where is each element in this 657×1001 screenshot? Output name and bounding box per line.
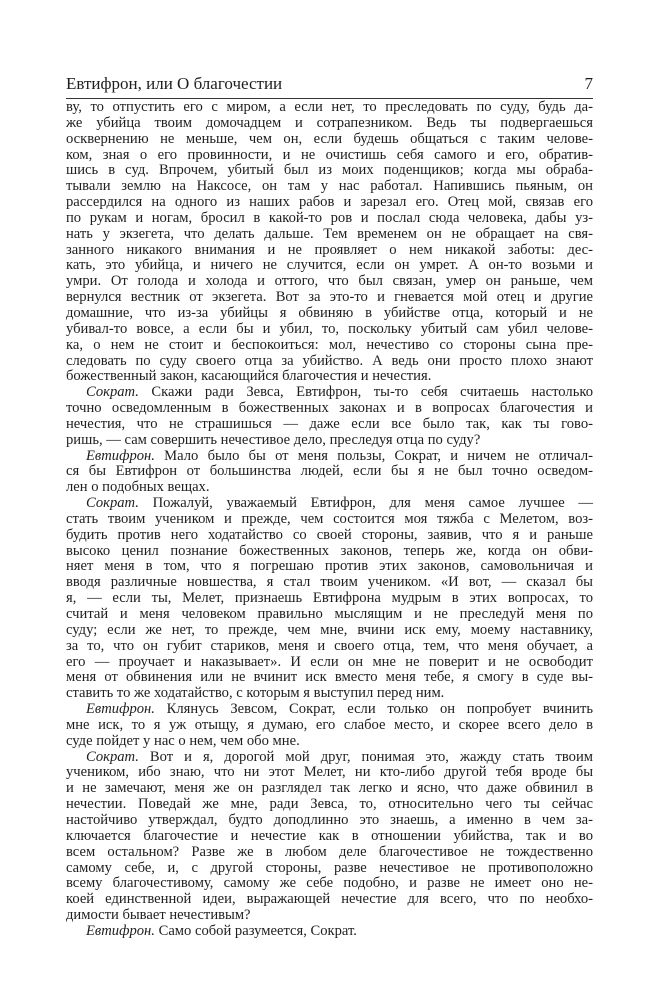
text-line (66, 449, 593, 465)
line-text: за то, что он губит стариков, меня и своего отца, тем, что меня обучает, а (66, 637, 593, 654)
text-line (66, 591, 593, 607)
line-text: няет меня в том, что я погрешаю против этих законов, самовольничая и (66, 558, 593, 575)
text-line (66, 148, 593, 164)
text-line (66, 750, 593, 766)
line-text: ся бы Евтифрон от большинства людей, если бы я не был точно осведом- (66, 463, 593, 480)
speaker-name: Евтифрон. (86, 701, 155, 718)
line-text: Клянусь Зевсом, Сократ, если только он попробует вчинить (154, 701, 593, 718)
line-text: самому себе, и, с другой стороны, разве нечестивое не противоположно (66, 859, 593, 876)
text-line (66, 765, 593, 781)
text-line (66, 607, 593, 623)
text-line (66, 100, 593, 116)
text-line (66, 132, 593, 148)
text-line (66, 829, 593, 845)
text-line (66, 845, 593, 861)
text-line (66, 702, 593, 718)
dialogue-paragraph (66, 702, 593, 750)
text-line (66, 401, 593, 417)
line-text: Само собой разумеется, Сократ. (154, 922, 357, 939)
line-text: мне иск, то я уж отыщу, я думаю, его слабое место, и скорее всего дело в (66, 716, 593, 733)
line-text: считай и меня человеком правильно мыслящим и не преследуй меня по (66, 606, 593, 622)
line-text: будить против него ходатайство со своей стороны, заявив, что я и раньше (66, 526, 593, 543)
line-text: Скажи ради Зевса, Евтифрон, ты-то себя считаешь настолько (138, 384, 593, 401)
text-line (66, 655, 593, 671)
text-line (66, 623, 593, 639)
text-line (66, 908, 593, 924)
text-line (66, 369, 593, 385)
body-text (66, 100, 593, 940)
line-text: точно осведомленным в божественных законах и в вопросах благочестия и (66, 400, 593, 417)
text-line (66, 892, 593, 908)
text-line (66, 433, 593, 449)
text-line (66, 734, 593, 750)
line-text: вернулся вестник от экзегета. Вот за это-то и гневается мой отец и другие (66, 289, 593, 306)
text-line (66, 528, 593, 544)
line-text: домашние, что из-за убийцы я обвиняю в убийстве отца, который и не (66, 304, 593, 321)
text-line (66, 306, 593, 322)
speaker-name: Сократ. (86, 384, 139, 401)
line-text: умри. От голода и холода и оттого, что был связан, умер он раньше, чем (66, 273, 593, 290)
line-text: нечестия, что не страшишься — даже если все было так, как ты гово- (66, 415, 593, 432)
line-text: Мало было бы от меня пользы, Сократ, и ничем не отличал- (154, 447, 593, 464)
line-text: тывали землю на Наксосе, он там у нас работал. Напившись пьяным, он (66, 178, 593, 195)
text-line (66, 544, 593, 560)
line-text: всем остальном? Разве же в любом деле благочестивое не тождественно (66, 843, 593, 860)
line-text: коей единственной идеи, выражающей нечестие для всего, что по необхо- (66, 891, 593, 908)
line-text: ву, то отпустить его с миром, а если нет, то преследовать по суду, будь да- (66, 99, 593, 115)
line-text: суду; если же нет, то прежде, чем мне, вчини иск ему, моему наставнику, (66, 621, 593, 638)
text-line (66, 496, 593, 512)
dialogue-paragraph (66, 750, 593, 924)
text-line (66, 417, 593, 433)
text-line (66, 559, 593, 575)
line-text: по рукам и ногам, бросил в какой-то ров и послал сюда человека, дабы уз- (66, 209, 593, 226)
page-number: 7 (584, 74, 593, 93)
line-text: нечестии. Поведай же мне, ради Зевса, то, относительно чего ты сейчас (66, 796, 593, 813)
text-line (66, 718, 593, 734)
line-text: ришь, — сам совершить нечестивое дело, преследуя отца по суду? (66, 431, 481, 448)
text-line (66, 385, 593, 401)
text-line (66, 258, 593, 274)
line-text: ставить то же ходатайство, с которым я выступил перед ним. (66, 685, 445, 702)
text-line (66, 195, 593, 211)
text-line (66, 464, 593, 480)
text-line (66, 116, 593, 132)
text-line (66, 813, 593, 829)
dialogue-paragraph (66, 385, 593, 448)
text-line (66, 480, 593, 496)
dialogue-paragraph (66, 496, 593, 702)
line-text: учеником, ибо знаю, что ни этот Мелет, ни кто-либо другой тебя вроде бы (66, 764, 593, 781)
text-line (66, 338, 593, 354)
line-text: стать твоим учеником и прежде, чем состоится моя тяжба с Мелетом, воз- (66, 510, 593, 527)
text-line (66, 670, 593, 686)
line-text: я, — если ты, Мелет, признаешь Евтифрона мудрым в этих вопросах, то (66, 590, 593, 607)
text-line (66, 274, 593, 290)
line-text: шись в суд. Впрочем, убитый был из моих поденщиков; когда мы обраба- (66, 162, 593, 179)
line-text: Пожалуй, уважаемый Евтифрон, для меня самое лучшее — (138, 495, 593, 512)
line-text: кать, это убийца, и ничего не случится, если он умрет. А он-то возьми и (66, 257, 593, 274)
running-head (66, 72, 593, 99)
text-line (66, 322, 593, 338)
line-text: божественный закон, касающийся благочестия и нечестия. (66, 368, 432, 385)
text-line (66, 686, 593, 702)
paragraph (66, 100, 593, 385)
text-line (66, 797, 593, 813)
line-text: Вот и я, дорогой мой друг, понимая это, жажду стать твоим (138, 748, 593, 765)
text-line (66, 639, 593, 655)
line-text: всему благочестивому, самому же себе подобно, и разве не имеет оно не- (66, 875, 593, 892)
line-text: и не замечают, меня же он разглядел так легко и ясно, что даже обвинил в (66, 780, 593, 797)
line-text: вводя различные новшества, я стал твоим учеником. «И вот, — сказал бы (66, 574, 593, 591)
text-line (66, 924, 593, 940)
dialogue-paragraph (66, 924, 593, 940)
text-line (66, 876, 593, 892)
text-line (66, 179, 593, 195)
dialogue-paragraph (66, 449, 593, 497)
running-head-title: Евтифрон, или О благочестии (66, 74, 283, 93)
text-line (66, 163, 593, 179)
line-text: высоко ценил познание божественных законов, теперь же, когда он обви- (66, 542, 593, 559)
speaker-name: Сократ. (86, 748, 139, 765)
speaker-name: Евтифрон. (86, 922, 155, 939)
text-line (66, 861, 593, 877)
text-line (66, 781, 593, 797)
text-line (66, 512, 593, 528)
line-text: нать у экзегета, что делать дальше. Тем временем он не обращает на свя- (66, 225, 593, 242)
line-text: настойчиво утверждал, будто доподлинно это знаешь, а именно в чем за- (66, 811, 593, 828)
line-text: убивал-то вовсе, а если бы и убил, то, поскольку убитый сам убил челове- (66, 320, 593, 337)
line-text: ключается благочестие и нечестие как в отношении убийства, так и во (66, 827, 593, 844)
line-text: лен о подобных вещах. (66, 479, 210, 496)
text-line (66, 354, 593, 370)
text-line (66, 211, 593, 227)
line-text: рассердился на одного из наших рабов и зарезал его. Отец мой, связав его (66, 194, 593, 211)
line-text: ка, о нем не стоит и беспокоиться: мол, нечестиво со стороны сына пре- (66, 336, 593, 353)
text-line (66, 575, 593, 591)
text-line (66, 227, 593, 243)
text-line (66, 290, 593, 306)
line-text: димости бывает нечестивым? (66, 907, 251, 924)
line-text: следовать по суду своего отца за убийство. А ведь они просто плохо знают (66, 352, 593, 369)
line-text: суде пойдет у нас о нем, чем обо мне. (66, 732, 300, 749)
text-line (66, 243, 593, 259)
speaker-name: Евтифрон. (86, 447, 155, 464)
line-text: занного никакого внимания и не проявляет о нем никакой заботы: дес- (66, 241, 593, 258)
line-text: ком, зная о его провинности, и не очистишь себя самого и его, обратив- (66, 146, 593, 163)
line-text: его — проучает и наказывает». И если он мне не поверит и не освободит (66, 653, 593, 670)
line-text: же убийца твоим домочадцем и сотрапезником. Ведь ты подвергаешься (66, 114, 593, 131)
speaker-name: Сократ. (86, 495, 139, 512)
line-text: осквернению не меньше, чем он, если будешь общаться с таким челове- (66, 130, 593, 147)
line-text: меня от обвинения или не вчинит иск вместо меня тебе, я смогу в суде вы- (66, 669, 593, 686)
